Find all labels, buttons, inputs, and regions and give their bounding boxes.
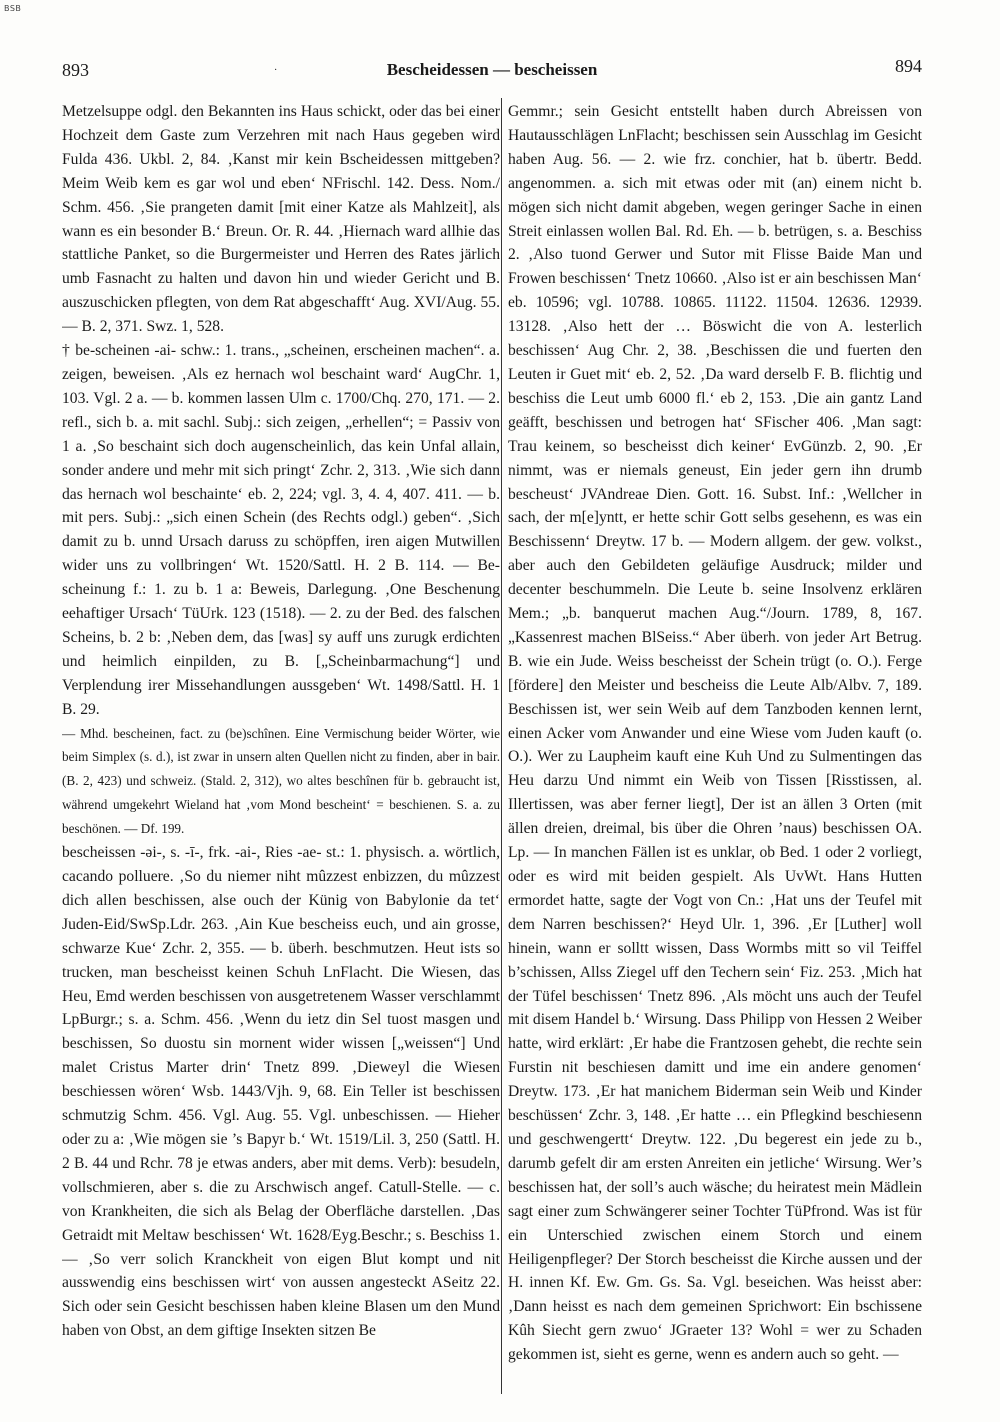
entry-bescheissen: bescheissen -əi-, s. -ī-, frk. -ai-, Ries -ae- st.: 1. physisch. a. wörtlich, cacando polluere. ‚So du niemer niht mûzzest enbizzen, du mûzzest dich allen beschissen, alse ouch der Künig von Babylonie da tet‘ Juden-Eid/SwSp.Ldr. 263. ‚Ain Kue bescheiss euch, und ain grosse, schwarze Kue‘ Zchr. 2, 355. — b. überh. beschmutzen. Heut ists so trucken, man bescheisst keinen Schuh LnFlacht. Die Wiesen, das Heu, Emd werden beschissen von ausgetretenem Wasser verschlammt LpBurgr.; s. a. Schm. 456. ‚Wenn du ietz din Sel tuost masgen und beschissen, So duostu sin mornent wider wissen [„weissen“] Und malet Cristus Marter drin‘ Tnetz 899. ‚Dieweyl die Wiesen beschiessen wören‘ Wsb. 1443/Vjh. 9, 68. Ein Teller ist beschissen schmutzig Schm. 456. Vgl. Aug. 55. Vgl. unbeschissen. — Hieher oder zu a: ‚Wie mögen sie ’s Bapyr b.‘ Wt. 1519/Lil. 3, 250 (Sattl. H. 2 B. 44 und Rchr. 78 je etwas anders, aber mit dems. Verb): besudeln, vollschmieren, aber s. die zu Arschwisch angef. Catull-Stelle. — c. von Krankheiten, die sich als Belag der Oberfläche darstellen. ‚Das Getraidt mit Meltaw beschissen‘ Wt. 1628/Eyg.Beschr.; s. Beschiss 1. — ‚So verr solich Kranckheit von eigen Blut kompt und nit ausswendig eins beschissen wirt‘ von aussen angesteckt ASeitz 22. Sich oder sein Gesicht beschissen haben kleine Blasen um den Mund haben von Obst, an dem giftige Insekten sitzen Be <box>62 844 500 1340</box>
header-dot: · <box>274 65 278 76</box>
left-column <box>62 100 500 1390</box>
entry-bescheinen-note: — Mhd. bescheinen, fact. zu (be)schînen. Eine Vermischung beider Wörter, wie beim Simplex (s. d.), ist zwar in unsern alten Quellen nicht zu finden, aber in bair. (B. 2, 423) und schweiz. (Stald. 2, 312), wo altes beschînen für b. gebraucht ist, während umgekehrt Wieland hat ‚vom Mond bescheint‘ = beschienen. S. a. zu beschönen. — Df. 199. <box>62 725 500 837</box>
right-column <box>508 100 922 1390</box>
page-number-left: 893 <box>62 60 89 80</box>
entry-bescheinen: † be-scheinen -ai- schw.: 1. trans., „scheinen, erscheinen machen“. a. zeigen, beweisen. ‚Als ez hernach wol beschaint ward‘ AugChr. 1, 103. Vgl. 2 a. — b. kommen lassen Ulm c. 1700/Chq. 270, 171. — 2. refl., sich b. a. mit sachl. Subj.: sich zeigen, „erhellen“; = Passiv von 1 a. ‚So beschaint sich doch augenscheinlich, das kein Unfal allain, sonder andere und mehr mit sich pringt‘ Zchr. 2, 313. ‚Wie sich dann das hernach wol beschainte‘ eb. 2, 224; vgl. 3, 4. 4, 407. 411. — b. mit pers. Subj.: „sich einen Schein (des Rechts odgl.) geben“. ‚Sich damit zu b. unnd Ursach daruss zu schöpffen, iren aigen Mutwillen wider uns zu vollbringen‘ Wt. 1520/Sattl. H. 2 B. 114. — Be-scheinung f.: 1. zu b. 1 a: Beweis, Darlegung. ‚One Beschenung eehaftiger Ursach‘ TüUrk. 123 (1518). — 2. zu der Bed. des falschen Scheins, b. 2 b: ‚Neben dem, das [was] sy auff uns zurugk erdichten und heimlich einpilden, zu B. [„Scheinbarmachung“] und Verplendung irer Missehandlungen aussgeben‘ Wt. 1498/Sattl. H. 1 B. 29. <box>62 342 500 718</box>
entry-bescheidessen-continued: Metzelsuppe odgl. den Bekannten ins Haus schickt, oder das bei einer Hochzeit dem Gaste zum Verzehren mit nach Haus gegeben wird Fulda 436. Ukbl. 2, 84. ‚Kanst mir kein Bscheidessen mittgeben? Meim Weib kem es gar wol und eben‘ NFrischl. 142. Dess. Nom./ Schm. 456. ‚Sie prangeten damit [mit einer Katze als Mahlzeit], als wann es ein besonder B.‘ Breun. Or. R. 44. ‚Hiernach ward allhie das stattliche Panket, so die Burgermeister und Herren des Rates järlich umb Fasnacht zu halten und davon hin und wieder Gericht und B. auszuschicken pflegten, von dem Rat abgeschafft‘ Aug. XVI/Aug. 55. — B. 2, 371. Swz. 1, 528. <box>62 103 500 336</box>
entry-bescheissen-continued: Gemmr.; sein Gesicht entstellt haben durch Abreissen von Hautausschlägen LnFlacht; beschissen sein Ausschlag im Gesicht haben Aug. 56. — 2. wie frz. conchier, hat b. übertr. Bedd. angenommen. a. sich mit etwas oder mit (an) einem nicht b. mögen sich nicht damit abgeben, wegen geringer Sache in einen Streit einlassen wollen Bal. Rd. Eh. — b. betrügen, s. a. Beschiss 2. ‚Also tuond Gerwer und Sutor mit Flisse Baide Man und Frowen beschissen‘ Tnetz 10660. ‚Also ist er ain beschissen Man‘ eb. 10596; vgl. 10788. 10865. 11122. 11504. 12636. 12939. 13128. ‚Also hett der … Böswicht die von A. lesterlich beschissen‘ Aug Chr. 2, 38. ‚Beschissen die und fuerten den Leuten ir Guet mit‘ eb. 2, 52. ‚Da ward derselb F. B. flichtig und beschiss die Leut umb 6000 fl.‘ eb 2, 153. ‚Die ain gantz Land geäfft, beschissen und betrogen hat‘ SFischer 406. ‚Man sagt: Trau keinem, so bescheisst dich keiner‘ EvGünzb. 2, 90. ‚Er nimmt, was er niemals geneust, Ein jeder gern ihn drumb bescheust‘ JVAndreae Dien. Gott. 16. Subst. Inf.: ‚Wellcher in sach, der m[e]yntt, er hette schir Gott selbs gesehenn, es was ein Beschissenn‘ Dreytw. 17 b. — Modern allgem. der gew. volkst., aber auch den Gebildeten geläufige Ausdruck; milder und decenter beschummeln. Die Leute b. seine Insolvenz erklären Mem.; „b. banquerut machen Aug.“/Journ. 1789, 8, 167. „Kassenrest machen BlSeiss.“ Aber überh. von jeder Art Betrug. B. wie ein Jude. Weiss bescheisst der Schein trügt (o. O.). Ferge [fördere] den Meister und bescheiss die Leute Alb/Albv. 7, 189. Beschissen ist, wer sein Weib auf dem Tanzboden kennen lernt, einen Acker vom Anwander und eine Wiese vom Juden kauft (o. O.). Wer zu Laupheim kauft eine Kuh Und zu Sulmentingen das Heu darzu Und nimmt ein Weib von Tissen [Risstissen, al. Illertissen, was aber ferner liegt], Der ist an ällen 3 Orten (mit ällen dreien, dreimal, bis über die Ohren ’naus) beschissen OA. Lp. — In manchen Fällen ist es unklar, ob Bed. 1 oder 2 vorliegt, oder es wird mit beiden gespielt. Als UvWt. Hans Hutten ermordet hatte, sagte der Vogt von Cn.: ‚Hat uns der Teufel mit dem Narren beschissen?‘ Heyd Ulr. 1, 396. ‚Er [Luther] woll hinein, wann er solltt wissen, Dass Wormbs mitt so vil Teiffel b’schissen, Allss Ziegel uff den Techern sein‘ Fiz. 253. ‚Mich hat der Tüfel beschissen‘ Tnetz 896. ‚Als möcht uns auch der Teufel mit disem Handel b.‘ Wirsung. Dass Philipp von Hessen 2 Weiber hatte, wird erklärt: ‚Er habe die Frantzosen gehebt, die rechte sein Furstin nit beschiesen damitt und ime ein andere genomen‘ Dreytw. 173. ‚Er hat manichem Biderman sein Weib und Kinder beschüssen‘ Zchr. 3, 148. ‚Er hatte … ein Pflegkind beschiesenn und geschwengertt‘ Dreytw. 122. ‚Du begerest ein jede zu b., darumb gefelt dir am ersten Anreiten ein jetliche‘ Wirsung. Wer’s beschissen hat, der soll’s auch wäsche; du heiratest mein Mädlein sagt einer zum Schwängerer seiner Tochter TüPfrond. Was ist für ein Unterschied zwischen einem Storch und einem Heiligenpfleger? Der Storch bescheisst die Kirche aussen und der H. innen Kf. Ew. Gm. Gs. Sa. Vgl. beseichen. Was heisst aber: ‚Dann heisst es nach dem gemeinen Sprichwort: Ein bschissene Kûh Siecht gern zwuo‘ JGraeter 13? Wohl = wer zu Schaden gekommen ist, sieht es gerne, wenn es andern auch so geht. — <box>508 103 922 1364</box>
page-number-right: 894 <box>895 56 922 76</box>
running-title: Bescheidessen — bescheissen <box>386 60 598 79</box>
library-stamp: BSB <box>4 4 22 13</box>
page-header <box>62 52 922 82</box>
column-divider <box>501 98 502 1394</box>
